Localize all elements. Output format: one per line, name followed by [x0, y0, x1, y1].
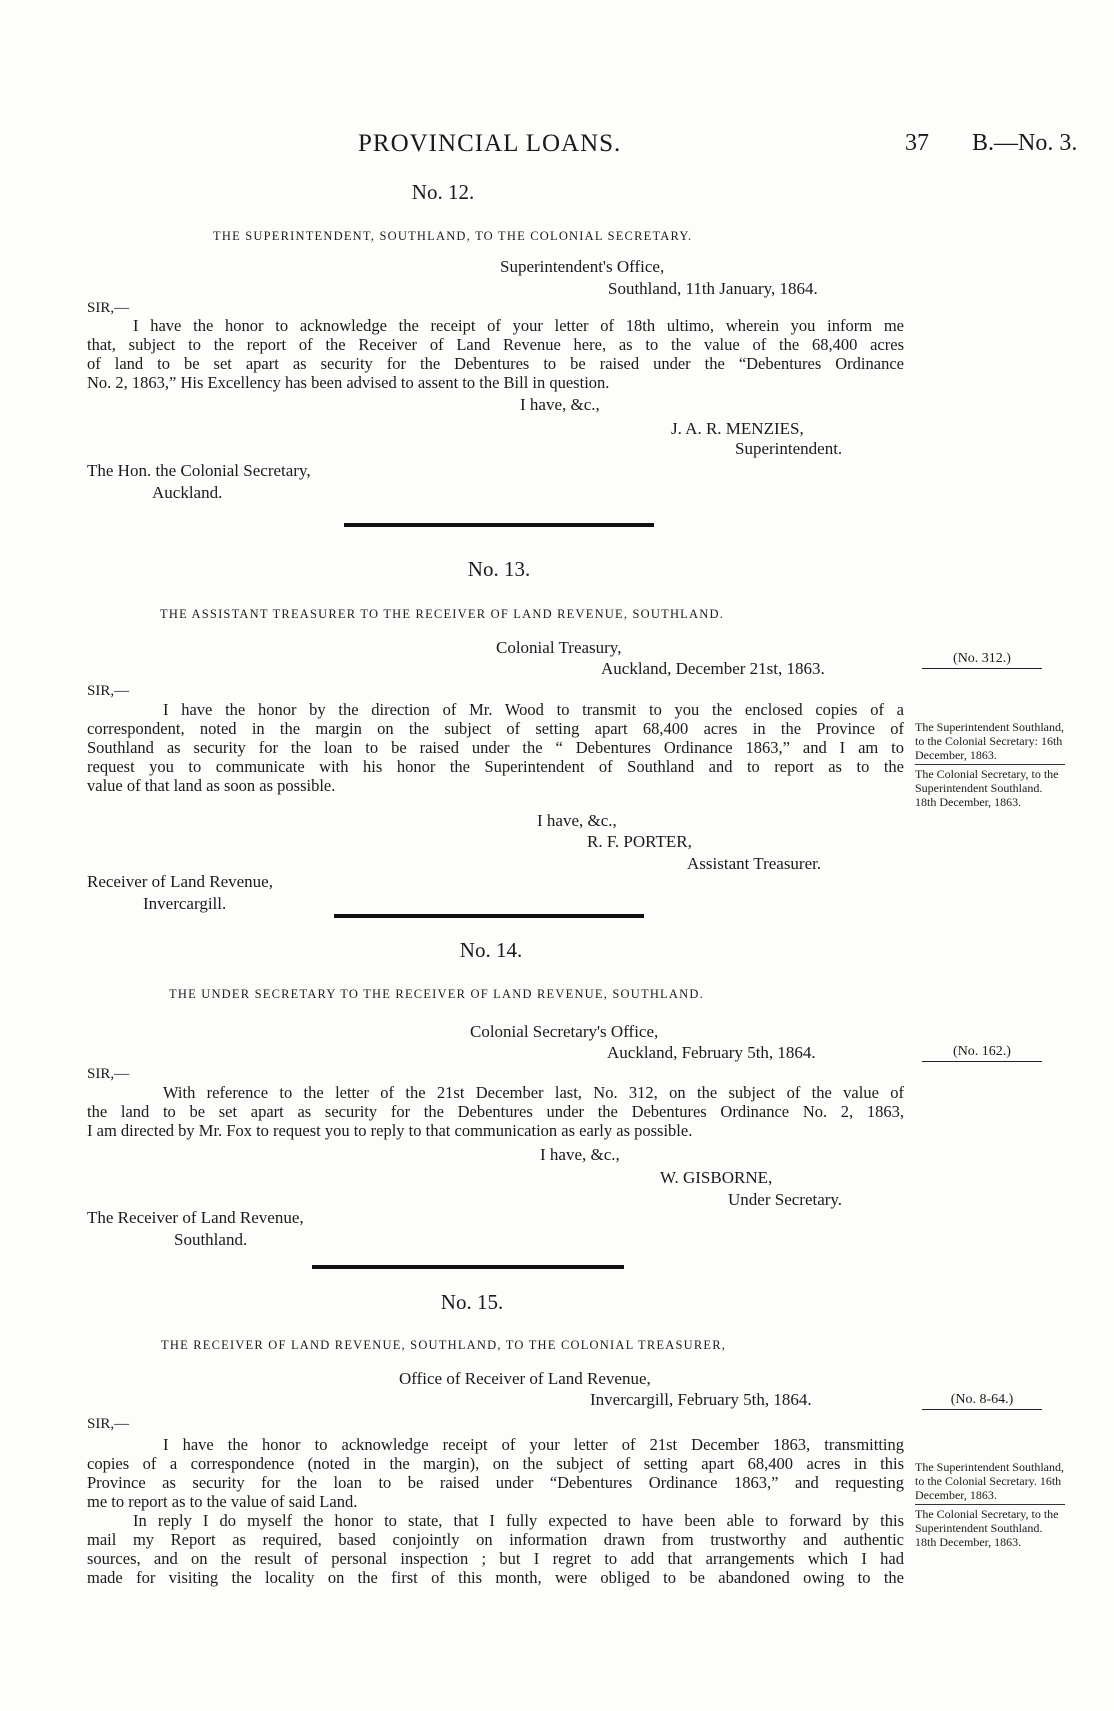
body-line: I have the honor to acknowledge receipt of your letter of 21st December 1863, transmitting: [163, 1435, 904, 1454]
salutation: SIR,—: [87, 1416, 130, 1432]
margin-reference: (No. 312.): [922, 651, 1042, 669]
margin-note: The Colonial Secretary, to the Superintendent Southland. 18th December, 1863.: [915, 767, 1059, 809]
signature-name: R. F. PORTER,: [587, 832, 692, 851]
body-line: copies of a correspondence (noted in the margin), on the subject of setting apart 68,400 acres in this: [87, 1454, 904, 1473]
salutation: SIR,—: [87, 683, 130, 699]
salutation: SIR,—: [87, 1066, 130, 1082]
letter-body: [87, 1435, 904, 1587]
recipient-line: Auckland.: [152, 483, 223, 502]
margin-notes: [915, 1460, 1065, 1553]
letter-number: No. 13.: [467, 557, 531, 581]
body-line: With reference to the letter of the 21st December last, No. 312, on the subject of the value of: [163, 1083, 904, 1102]
body-line: that, subject to the report of the Receiver of Land Revenue here, as to the value of the 68,400 acres: [87, 335, 904, 354]
letter-address-line: Auckland, February 5th, 1864.: [607, 1043, 816, 1062]
body-line: Southland as security for the loan to be raised under the “ Debentures Ordinance 1863,” and I am to: [87, 738, 904, 757]
margin-note: The Colonial Secretary, to the Superintendent Southland. 18th December, 1863.: [915, 1507, 1059, 1549]
body-line: made for visiting the locality on the first of this month, were obliged to be abandoned owing to the: [87, 1568, 904, 1587]
letter-body: [87, 700, 904, 795]
margin-note: The Superintendent Southland, to the Colonial Secretary: 16th December, 1863.: [915, 720, 1065, 765]
recipient-line: The Receiver of Land Revenue,: [87, 1208, 304, 1227]
body-line: value of that land as soon as possible.: [87, 776, 336, 795]
recipient-line: Invercargill.: [143, 894, 227, 913]
letter-number: No. 12.: [411, 180, 475, 204]
closing: I have, &c.,: [540, 1145, 620, 1164]
margin-reference: (No. 162.): [922, 1044, 1042, 1062]
letter-address-line: Colonial Treasury,: [496, 638, 622, 657]
salutation: SIR,—: [87, 300, 130, 316]
recipient-line: Receiver of Land Revenue,: [87, 872, 273, 891]
signature-name: W. GISBORNE,: [660, 1168, 773, 1187]
body-line: I am directed by Mr. Fox to request you to reply to that communication as early as possible.: [87, 1121, 693, 1140]
letter-heading: THE SUPERINTENDENT, SOUTHLAND, TO THE COLONIAL SECRETARY.: [213, 229, 693, 243]
letter-body: [87, 316, 904, 392]
margin-reference: (No. 8-64.): [922, 1392, 1042, 1410]
letter-address-line: Superintendent's Office,: [500, 257, 665, 276]
closing: I have, &c.,: [520, 395, 600, 414]
series-number: B.—No. 3.: [972, 130, 1078, 156]
signature-name: J. A. R. MENZIES,: [671, 419, 804, 438]
signature-title: Under Secretary.: [728, 1190, 843, 1209]
signature-title: Superintendent.: [735, 439, 843, 458]
signature-title: Assistant Treasurer.: [687, 854, 822, 873]
body-line: No. 2, 1863,” His Excellency has been advised to assent to the Bill in question.: [87, 373, 610, 392]
letter-heading: THE ASSISTANT TREASURER TO THE RECEIVER OF LAND REVENUE, SOUTHLAND.: [160, 607, 725, 621]
body-line: request you to communicate with his honor the Superintendent of Southland and to report as to the: [87, 757, 904, 776]
section-divider: [312, 1265, 624, 1269]
letter-address-line: Office of Receiver of Land Revenue,: [399, 1369, 651, 1388]
body-line: me to report as to the value of said Land.: [87, 1492, 358, 1511]
body-line: correspondent, noted in the margin on the subject of setting apart 68,400 acres in the Province of: [87, 719, 904, 738]
letter-number: No. 15.: [440, 1290, 504, 1314]
recipient-line: The Hon. the Colonial Secretary,: [87, 461, 311, 480]
body-line: I have the honor to acknowledge the receipt of your letter of 18th ultimo, wherein you inform me: [133, 316, 904, 335]
body-line: sources, and on the result of personal inspection ; but I regret to add that arrangements which I had: [87, 1549, 904, 1568]
recipient-line: Southland.: [174, 1230, 248, 1249]
body-line: of land to be set apart as security for the Debentures to be raised under the “Debentures Ordinance: [87, 354, 904, 373]
letter-address-line: Invercargill, February 5th, 1864.: [590, 1390, 812, 1409]
letter-address-line: Colonial Secretary's Office,: [470, 1022, 659, 1041]
running-title: PROVINCIAL LOANS.: [358, 130, 622, 157]
section-divider: [344, 523, 654, 527]
closing: I have, &c.,: [537, 811, 617, 830]
section-divider: [334, 914, 644, 918]
letter-number: No. 14.: [459, 938, 523, 962]
letter-heading: THE RECEIVER OF LAND REVENUE, SOUTHLAND, TO THE COLONIAL TREASURER,: [161, 1338, 727, 1352]
letter-heading: THE UNDER SECRETARY TO THE RECEIVER OF LAND REVENUE, SOUTHLAND.: [169, 987, 704, 1001]
letter-body: [87, 1083, 904, 1140]
body-line: Province as security for the loan to be raised under “Debentures Ordinance 1863,” and requesting: [87, 1473, 904, 1492]
margin-note: The Superintendent Southland, to the Colonial Secretary. 16th December, 1863.: [915, 1460, 1065, 1505]
letter-address-line: Auckland, December 21st, 1863.: [601, 659, 825, 678]
body-line: the land to be set apart as security for the Debentures under the Debentures Ordinance No. 2, 1863,: [87, 1102, 904, 1121]
body-line: mail my Report as required, based conjointly on information drawn from trustworthy and authentic: [87, 1530, 904, 1549]
page-number: 37: [905, 130, 929, 156]
body-line: In reply I do myself the honor to state, that I fully expected to have been able to forward by this: [133, 1511, 904, 1530]
margin-notes: [915, 720, 1065, 813]
letter-address-line: Southland, 11th January, 1864.: [608, 279, 818, 298]
body-line: I have the honor by the direction of Mr. Wood to transmit to you the enclosed copies of a: [163, 700, 904, 719]
